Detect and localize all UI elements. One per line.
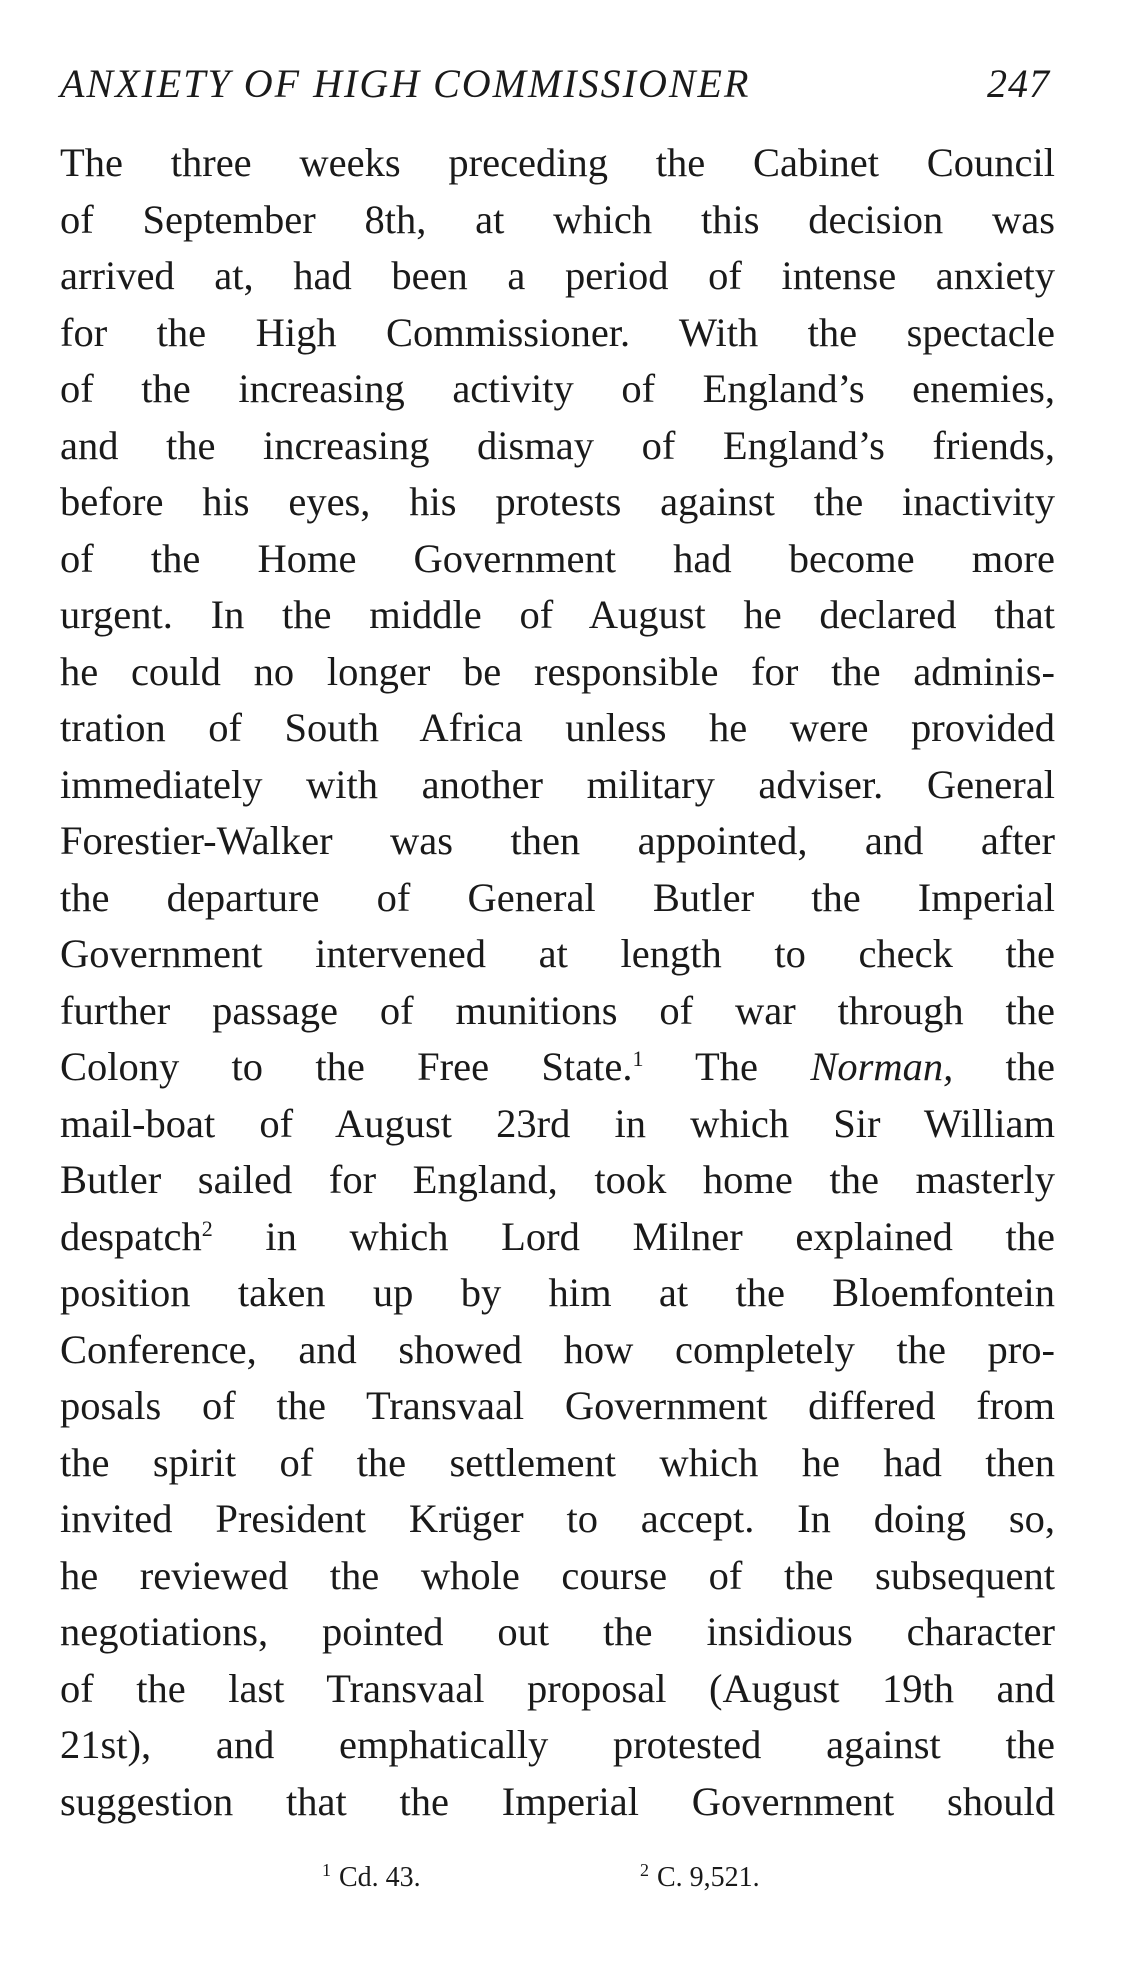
running-head xyxy=(60,60,1050,130)
footnote-marker-1: 1 xyxy=(632,1046,644,1071)
footnote-text: Cd. 43. xyxy=(339,1862,421,1893)
text-segment: the xyxy=(953,1044,1055,1089)
text-line xyxy=(60,1039,1055,1096)
text-line: of the last Transvaal proposal (August 19th and xyxy=(60,1665,1055,1711)
body-text xyxy=(60,135,1055,1830)
text-line: 21st), and emphatically protested against the xyxy=(60,1722,1055,1767)
text-line: of September 8th, at which this decision was xyxy=(60,196,1055,242)
text-line: further passage of munitions of war through the xyxy=(60,987,1055,1033)
footnote xyxy=(640,1860,760,1894)
text-line: of the increasing activity of England’s enemies, xyxy=(60,366,1055,411)
text-line: suggestion that the Imperial Government should xyxy=(60,1778,1055,1824)
ship-name-italic: Norman, xyxy=(810,1044,954,1089)
text-segment: in which Lord Milner explained the xyxy=(212,1213,1055,1259)
text-line: he reviewed the whole course of the subsequent xyxy=(60,1552,1055,1598)
text-line: invited President Krüger to accept. In doing so, xyxy=(60,1496,1055,1541)
chapter-title: ANXIETY OF HIGH COMMISSIONER xyxy=(60,61,751,106)
text-line: mail-boat of August 23rd in which Sir William xyxy=(60,1100,1055,1146)
footnote xyxy=(322,1860,421,1894)
text-line: posals of the Transvaal Government differed from xyxy=(60,1383,1055,1428)
text-line: Government intervened at length to check the xyxy=(60,931,1055,976)
page-number: 247 xyxy=(987,61,1050,106)
footnote-text: C. 9,521. xyxy=(657,1862,760,1893)
text-line: immediately with another military adviser. General xyxy=(60,761,1055,807)
text-line: position taken up by him at the Bloemfontein xyxy=(60,1270,1055,1315)
text-line: the departure of General Butler the Imperial xyxy=(60,874,1055,920)
text-line: arrived at, had been a period of intense anxiety xyxy=(60,253,1055,298)
text-line xyxy=(60,1209,1055,1266)
text-line: The three weeks preceding the Cabinet Council xyxy=(60,140,1055,185)
text-line: before his eyes, his protests against the inactivity xyxy=(60,479,1055,524)
text-line: he could no longer be responsible for the adminis- xyxy=(60,648,1055,694)
footnote-marker-2: 2 xyxy=(201,1215,213,1241)
text-line: urgent. In the middle of August he declared that xyxy=(60,592,1055,637)
footnotes xyxy=(0,1860,1145,1900)
text-line: Forestier-Walker was then appointed, and after xyxy=(60,818,1055,863)
text-line: for the High Commissioner. With the spectacle xyxy=(60,309,1055,355)
text-line: Conference, and showed how completely the pro- xyxy=(60,1326,1055,1372)
footnote-number: 2 xyxy=(640,1860,649,1880)
text-line: of the Home Government had become more xyxy=(60,535,1055,581)
text-segment: Colony to the Free State. xyxy=(60,1044,633,1089)
text-line: negotiations, pointed out the insidious character xyxy=(60,1609,1055,1654)
text-segment: The xyxy=(643,1044,811,1089)
text-line: tration of South Africa unless he were provided xyxy=(60,705,1055,750)
footnote-number: 1 xyxy=(322,1860,331,1880)
text-line: the spirit of the settlement which he had then xyxy=(60,1439,1055,1485)
text-segment: despatch xyxy=(60,1213,202,1259)
text-line: and the increasing dismay of England’s friends, xyxy=(60,422,1055,468)
text-line: Butler sailed for England, took home the masterly xyxy=(60,1157,1055,1202)
